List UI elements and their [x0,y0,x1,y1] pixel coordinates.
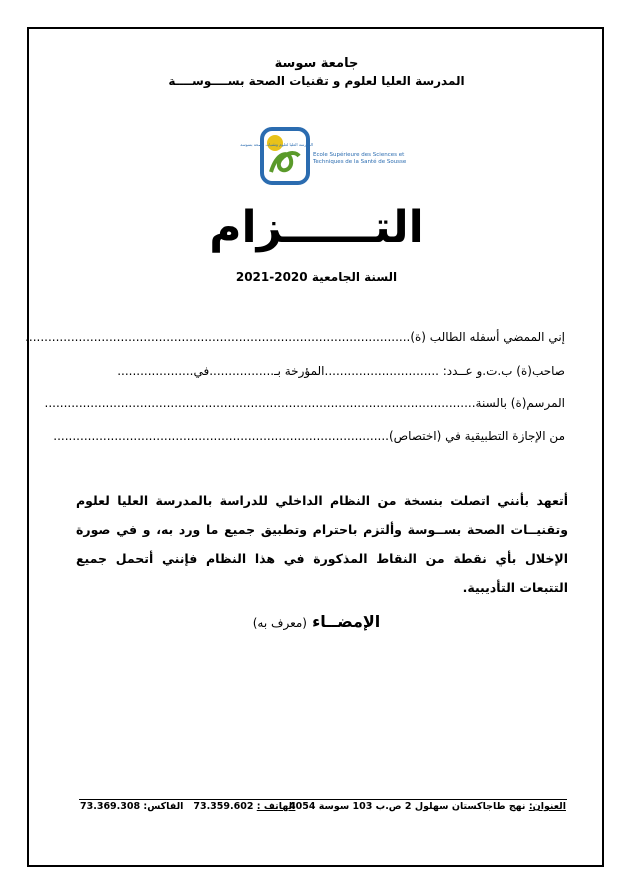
footer-contact [80,801,295,812]
logo-french-line1: Ecole Supérieure des Sciences et [313,152,405,158]
footer-divider [79,799,567,800]
form-line-student-name: إني الممضي أسفله الطالب (ة)..................................................................................................... [25,330,565,344]
form-line-specialty: من الإجازة التطبيقية في (اختصاص)........................................................................................ [53,429,565,443]
address-label: العنوان: [528,801,566,812]
phone-label: الهاتف : [256,801,296,812]
footer-address [289,801,566,812]
academic-year: السنة الجامعية 2020-2021 [235,270,398,284]
logo-graphic [240,126,407,188]
form-line-enrolled-year: المرسم(ة) بالسنة................................................................................................................. [44,396,565,410]
school-logo [240,126,407,188]
fax-value: 73.369.308 [80,801,144,812]
fax-label: الفاكس: [143,801,184,812]
form-line-id-card: صاحب(ة) ب.ت.و عــدد: ..............................المؤرخة بـ.................في.................... [117,364,565,378]
signature-label: الإمضــاء [312,612,381,631]
address-value: نهج طاجاكستان سهلول 2 ص.ب 103 سوسة 4054 [289,801,529,812]
logo-french-line2: Techniques de la Santé de Sousse [313,159,407,165]
phone-value: 73.359.602 [193,801,257,812]
school-name: المدرسة العليا لعلوم و تقنيات الصحة بســــوســــة [168,74,465,88]
university-name: جامعة سوسة [274,56,359,71]
pledge-paragraph: أتعهد بأنني اتصلت بنسخة من النظام الداخلي للدراسة بالمدرسة العليا لعلوم وتقنيــات الصحة بســوسة وألتزم باحترام وتطبيق جميع ما ورد به، و في صورة الإخلال بأي نقطة من النقاط المذكورة في هذا النظام فإنني أتحمل جميع التتبعات التأديبية. [76,493,568,595]
logo-arabic-text: المدرسة العليا لعلوم وتقنيات الصحة بسوسة [240,142,313,147]
logo-snake-icon [271,153,299,172]
signature-note: (معرف به) [252,616,307,630]
signature-block [0,612,633,631]
page-title: التــــــزام [209,202,424,253]
